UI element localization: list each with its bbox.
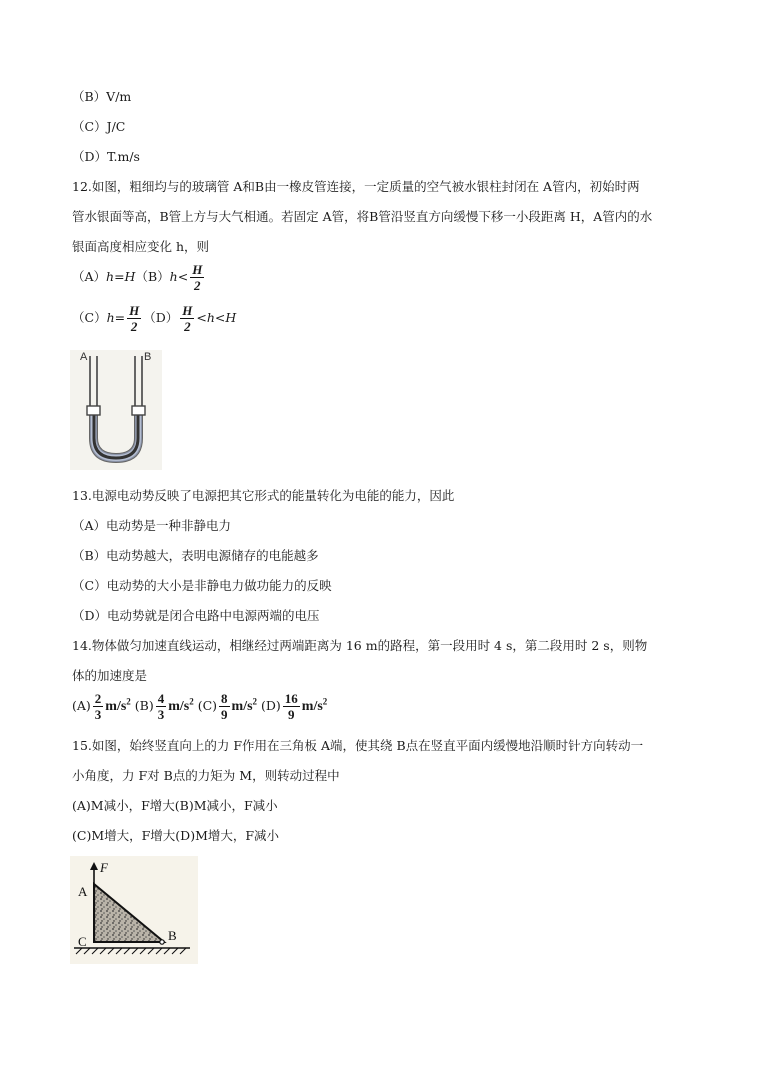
q12-option-d-label: （D）	[143, 310, 179, 325]
q13-stem: 13.电源电动势反映了电源把其它形式的能量转化为电能的能力，因此	[72, 488, 455, 503]
q14-option-a-label: (A)	[72, 698, 91, 713]
q12-stem-line3: 银面高度相应变化 h，则	[72, 239, 210, 254]
q11-option-d: （D）T.m/s	[72, 149, 140, 164]
q14-stem-line1: 14.物体做匀加速直线运动，相继经过两端距离为 16 m的路程，第一段用时 4 s，第二段用时 2 s，则物	[72, 638, 648, 653]
q12-option-b-fraction: $\frac{H}{2}$	[192, 262, 203, 293]
u-tube-diagram	[70, 350, 162, 470]
q14-stem-line2: 体的加速度是	[72, 668, 148, 683]
q14-option-d-unit: $m/s^2$	[301, 696, 328, 714]
q12-stem-line2: 管水银面等高，B管上方与大气相通。若固定 A管，将B管沿竖直方向缓慢下移一小段距离 H，A管内的水	[72, 209, 653, 224]
q15-options-row1: (A)M减小，F增大(B)M减小，F减小	[72, 798, 278, 813]
q12-options-row2	[72, 304, 236, 333]
q12-option-c-label: （C）	[72, 310, 107, 325]
q12-option-b-expr: h<	[169, 269, 189, 284]
q13-option-a: （A）电动势是一种非静电力	[72, 518, 232, 533]
q14-option-b-label: (B)	[134, 698, 154, 713]
q12-option-b-label: （B）	[135, 269, 170, 284]
q12-fig-label-b: B	[144, 351, 152, 363]
q14-option-d-label: (D)	[261, 698, 281, 713]
q14-option-c-fraction: $\frac{8}{9}$	[221, 691, 228, 722]
q13-option-b: （B）电动势越大，表明电源储存的电能越多	[72, 548, 319, 563]
triangle-plate-diagram	[70, 856, 198, 964]
q11-option-c: （C）J/C	[72, 119, 126, 134]
q12-u-tube-figure	[70, 350, 162, 470]
q15-triangle-figure	[70, 856, 198, 964]
q14-option-c-label: (C)	[197, 698, 218, 713]
q12-option-d-fraction: $\frac{H}{2}$	[182, 303, 193, 334]
q13-option-d: （D）电动势就是闭合电路中电源两端的电压	[72, 608, 320, 623]
q12-option-a-expr: h=H	[106, 269, 136, 284]
q15-fig-label-c: C	[78, 934, 87, 949]
q14-option-c-unit: $m/s^2$	[231, 696, 258, 714]
q15-fig-label-a: A	[78, 884, 88, 899]
q12-fig-label-a: A	[80, 351, 88, 363]
q14-options-row	[72, 692, 327, 721]
q14-option-a-unit: $m/s^2$	[105, 696, 131, 714]
q15-fig-label-f: F	[100, 860, 108, 875]
q15-stem-line2: 小角度，力 F对 B点的力矩为 M，则转动过程中	[72, 768, 340, 783]
q12-option-a-label: （A）	[72, 269, 107, 284]
q12-option-d-expr: <h<H	[196, 310, 237, 325]
q11-option-b: （B）V/m	[72, 89, 132, 104]
q14-option-d-fraction: $\frac{16}{9}$	[284, 691, 298, 722]
q14-option-b-unit: $m/s^2$	[168, 696, 194, 714]
q12-options-row1	[72, 263, 206, 292]
q15-stem-line1: 15.如图，始终竖直向上的力 F作用在三角板 A端，使其绕 B点在竖直平面内缓慢地沿顺时针方向转动一	[72, 738, 644, 753]
q12-stem-line1: 12.如图，粗细均与的玻璃管 A和B由一橡皮管连接，一定质量的空气被水银柱封闭在 A管内，初始时两	[72, 179, 640, 194]
q15-fig-label-b: B	[168, 928, 177, 943]
q12-option-c-expr: h=	[106, 310, 126, 325]
q14-option-b-fraction: $\frac{4}{3}$	[157, 691, 165, 722]
q12-option-c-fraction: $\frac{H}{2}$	[129, 303, 140, 334]
q13-option-c: （C）电动势的大小是非静电力做功能力的反映	[72, 578, 332, 593]
q14-option-a-fraction: $\frac{2}{3}$	[94, 691, 102, 722]
q15-options-row2: (C)M增大，F增大(D)M增大，F减小	[72, 828, 280, 843]
